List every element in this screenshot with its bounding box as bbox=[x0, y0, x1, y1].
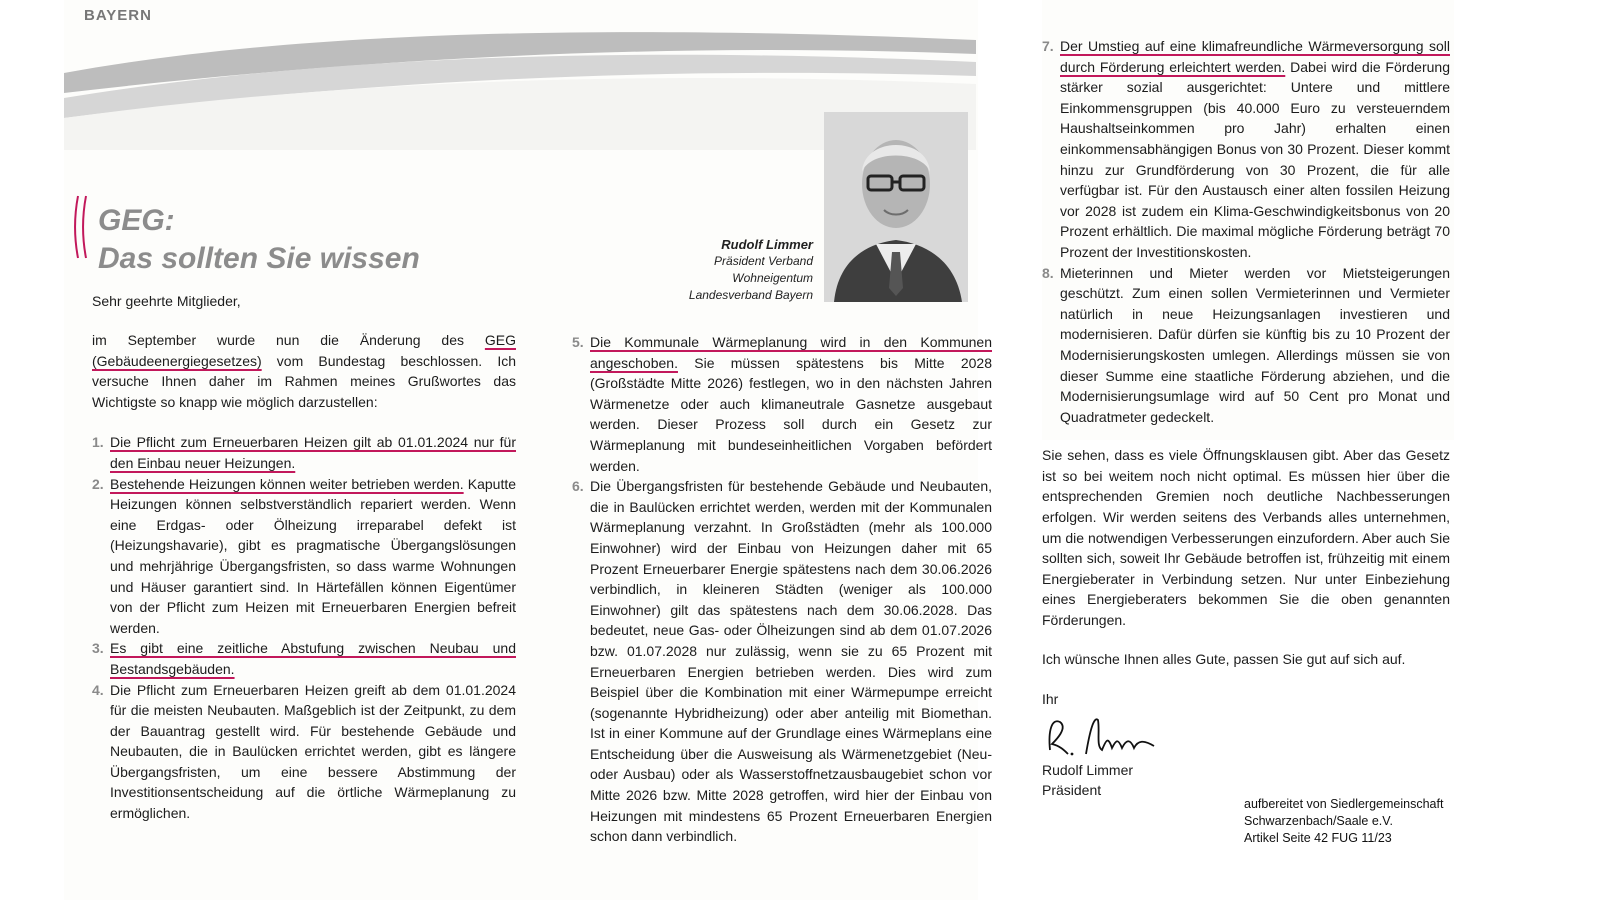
point-number: 7. bbox=[1042, 38, 1054, 54]
point-text: Mieterinnen und Mieter werden vor Mietsteigerungen geschützt. Zum einen sollen Vermieterinnen und Vermieter natürlich in neue Heizungsanlagen investieren und modernisieren. Dafür dürfen sie künftig bis zu 10 Prozent der Modernisierungskosten umlegen. Allerdings müssen sie von dieser Summe eine staatliche Förderung abziehen, und die Modernisierungsumlage wird auf 50 Cent pro Monat und Quadratmeter gedeckelt. bbox=[1060, 264, 1450, 425]
point-2 bbox=[92, 474, 516, 639]
signature-block bbox=[1042, 689, 1450, 800]
author-role-line-2: Wohneigentum bbox=[732, 271, 813, 285]
point-text: Dabei wird die Förderung stärker sozial ausgerichtet: Untere und mittlere Einkommensgruppen (bis 40.000 Euro zu versteuerndem Haushaltseinkommen pro Jahr) erhalten einen einkommensabhängigen Bonus von 30 Prozent. Dieser kommt hinzu zur Grundförderung von 30 Prozent, die für alle verfügbar ist. Für den Austausch einer alten fossilen Heizung vor 2028 ist zudem ein Klima-Geschwindigkeitsbonus von 20 Prozent erhältlich. Die maximal mögliche Förderung beträgt 70 Prozent der Investitionskosten. bbox=[1060, 58, 1450, 260]
point-1 bbox=[92, 432, 516, 473]
credit-line-1: aufbereitet von Siedlergemeinschaft bbox=[1244, 797, 1444, 811]
points-list-right bbox=[1042, 36, 1450, 427]
point-text: Die Übergangsfristen für bestehende Gebäude und Neubauten, die in Baulücken errichtet werden, werden mit der Kommunalen Wärmeplanung verzahnt. In Großstädten (mehr als 100.000 Einwohner) wird der Einbau von Heizungen daher mit 65 Prozent Erneuerbarer Energie spätestens nach dem 30.06.2026 verbindlich, in kleineren Städten (weniger als 100.000 Einwohner) gilt das spätestens nach dem 30.06.2028. Das bedeutet, neue Gas- oder Ölheizungen sind ab dem 01.07.2026 bzw. 01.07.2028 nur zulässig, wenn sie zu 65 Prozent mit Erneuerbaren Energien betrieben werden. Dies wird zum Beispiel über die Kombination mit einer Wärmepumpe erreicht (sogenannte Hybridheizung) oder aber anteilig mit Biomethan. Ist in einer Kommune auf der Grundlage eines Wärmeplans eine Entscheidung über die Ausweisung als Wärmenetzgebiet (Neu- oder Ausbau) oder als Wasserstoffnetzausbaugebiet schon vor Mitte 2026 bzw. Mitte 2028 getroffen, wird hier der Einbau von Heizungen mit mindestens 65 Prozent Erneuerbaren Energien schon dann verbindlich. bbox=[590, 478, 992, 845]
article-title bbox=[98, 202, 420, 278]
point-highlight: Es gibt eine zeitliche Abstufung zwischen Neubau und Bestandsgebäuden. bbox=[110, 640, 516, 677]
section-label: BAYERN bbox=[84, 7, 152, 24]
credit-line-3: Artikel Seite 42 FUG 11/23 bbox=[1244, 831, 1392, 845]
column-right bbox=[1042, 36, 1450, 800]
title-line-2: Das sollten Sie wissen bbox=[98, 242, 420, 275]
author-name: Rudolf Limmer bbox=[721, 237, 813, 252]
point-highlight: Der Umstieg auf eine klimafreundliche Wärmeversorgung soll durch Förderung erleichtert werden. bbox=[1060, 38, 1450, 75]
point-7 bbox=[1042, 36, 1450, 263]
closing-wish: Ich wünsche Ihnen alles Gute, passen Sie gut auf sich auf. bbox=[1042, 650, 1406, 667]
greeting: Sehr geehrte Mitglieder, bbox=[92, 293, 241, 309]
point-number: 8. bbox=[1042, 264, 1054, 281]
point-text: Kaputte Heizungen können selbstverständlich repariert werden. Wenn eine Erdgas- oder Ölheizung irreparabel defekt ist (Heizungshavarie), gibt es pragmatische Übergangslösungen und mehrjährige Übergangsfristen, so dass warme Wohnungen und Häuser garantiert sind. In Härtefällen können Eigentümer von der Pflicht zum Heizen mit Erneuerbaren Energien befreit werden. bbox=[110, 475, 517, 636]
author-photo bbox=[824, 112, 968, 302]
author-role-line-1: Präsident Verband bbox=[714, 254, 813, 268]
intro-highlight: GEG (Gebäudeenergiegesetzes) bbox=[92, 332, 516, 369]
point-5 bbox=[572, 332, 992, 476]
point-highlight: Die Pflicht zum Erneuerbaren Heizen gilt ab 01.01.2024 nur für den Einbau neuer Heizungen. bbox=[110, 434, 516, 471]
signer-role: Präsident bbox=[1042, 781, 1102, 798]
credit-line-2: Schwarzenbach/Saale e.V. bbox=[1244, 814, 1393, 828]
point-highlight: Die Kommunale Wärmeplanung wird in den Kommunen angeschoben. bbox=[590, 334, 992, 371]
point-text: Die Pflicht zum Erneuerbaren Heizen greift ab dem 01.01.2024 für die meisten Neubauten. Maßgeblich ist der Zeitpunkt, zu dem der Bauantrag gestellt wird. Für bestehende Gebäude und Neubauten, die in Baulücken errichtet werden, gibt es längere Übergangsfristen, um eine bessere Abstimmung der Investitionsentscheidung auf die örtliche Wärmeplanung zu ermöglichen. bbox=[110, 681, 516, 822]
point-number: 3. bbox=[92, 640, 104, 657]
closing-paragraph: Sie sehen, dass es viele Öffnungsklausen gibt. Aber das Gesetz ist so bei weitem noch nicht optimal. Es müssen hier über die entsprechenden Gremien noch deutliche Nachbesserungen erfolgen. Wir werden seitens des Verbands alles unternehmen, um die notwendigen Verbesserungen einzufordern. Aber auch Sie sollten sich, soweit Ihr Gebäude betroffen ist, frühzeitig mit einem Energieberater in Verbindung setzen. Nur unter Einbeziehung eines Energieberaters bekommen Sie die oben genannten Förderungen. bbox=[1042, 447, 1450, 629]
author-role-line-3: Landesverband Bayern bbox=[688, 288, 813, 302]
point-6 bbox=[572, 476, 992, 847]
points-list-left bbox=[92, 432, 516, 823]
intro-text-start: im September wurde nun die Änderung des bbox=[92, 332, 485, 348]
point-number: 6. bbox=[572, 478, 584, 495]
points-list-middle bbox=[572, 332, 992, 847]
point-number: 4. bbox=[92, 681, 104, 698]
title-bracket-mark bbox=[70, 192, 96, 262]
intro-text-end: vom Bundestag beschlossen. Ich versuche Ihnen daher im Rahmen meines Grußwortes das Wichtigste so knapp wie möglich darzustellen: bbox=[92, 352, 516, 410]
point-text: Sie müssen spätestens bis Mitte 2028 (Großstädte Mitte 2026) festlegen, wo in den nächsten Jahren Wärmenetze oder auch klimaneutrale Gasnetze ausgebaut werden. Dieser Prozess soll durch ein Gesetz zur Wärmeplanung mit bundeseinheitlichen Vorgaben befördert werden. bbox=[590, 354, 992, 474]
point-8 bbox=[1042, 263, 1450, 428]
salutation: Ihr bbox=[1042, 691, 1059, 708]
handwritten-signature bbox=[1042, 710, 1172, 760]
point-number: 5. bbox=[572, 334, 584, 350]
point-highlight: Bestehende Heizungen können weiter betrieben werden. bbox=[110, 475, 464, 492]
source-credit bbox=[1244, 796, 1443, 847]
intro-paragraph bbox=[92, 330, 516, 412]
point-4 bbox=[92, 680, 516, 824]
signer-name: Rudolf Limmer bbox=[1042, 761, 1134, 778]
column-middle bbox=[572, 332, 992, 847]
point-number: 2. bbox=[92, 475, 104, 492]
title-line-1: GEG: bbox=[98, 204, 175, 237]
author-caption bbox=[640, 236, 813, 304]
point-3 bbox=[92, 638, 516, 679]
point-number: 1. bbox=[92, 434, 104, 451]
column-left bbox=[92, 330, 516, 824]
